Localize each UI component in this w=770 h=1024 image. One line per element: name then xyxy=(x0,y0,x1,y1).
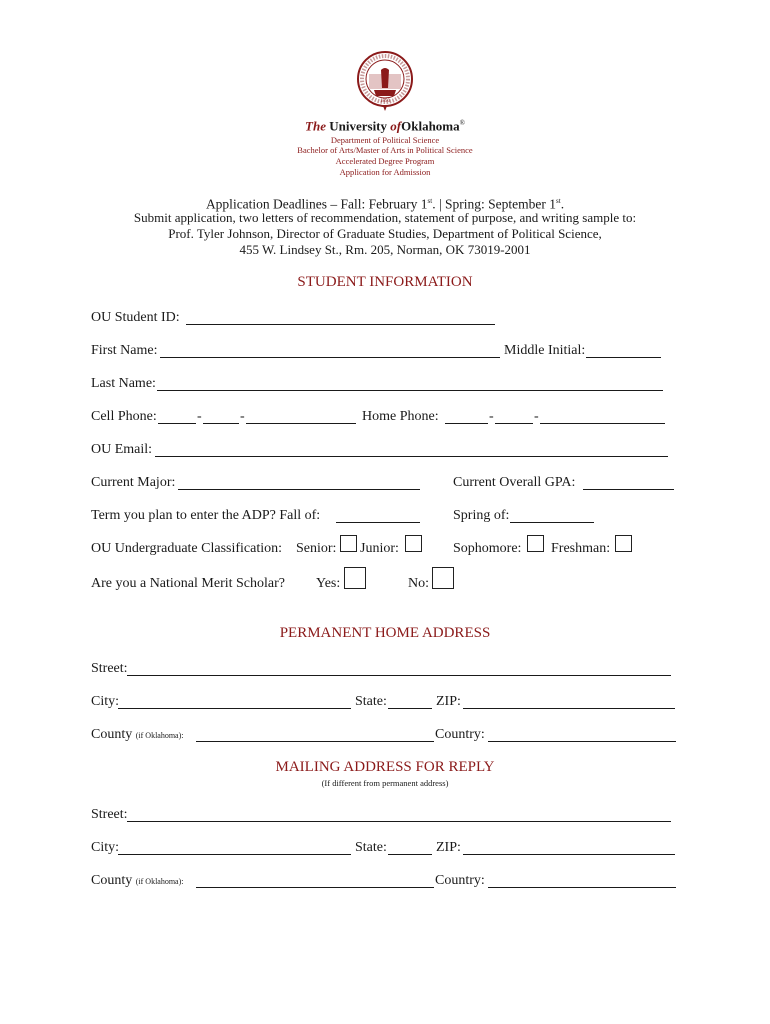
section-title-permanent-address: PERMANENT HOME ADDRESS xyxy=(279,625,491,641)
home-phone-dash-2: - xyxy=(534,409,539,424)
mailing-city-label: City: xyxy=(91,840,120,855)
student-id-field[interactable] xyxy=(186,324,495,325)
term-fall-field[interactable] xyxy=(336,522,420,523)
permanent-city-field[interactable] xyxy=(118,708,351,709)
merit-no-checkbox[interactable] xyxy=(432,567,454,589)
major-label: Current Major: xyxy=(91,475,176,490)
mailing-street-label: Street: xyxy=(91,807,128,822)
mailing-county-label xyxy=(91,873,184,890)
middle-initial-field[interactable] xyxy=(586,357,661,358)
adp-name: Accelerated Degree Program xyxy=(335,156,435,166)
mailing-zip-field[interactable] xyxy=(463,854,675,855)
mailing-county-text: County xyxy=(91,873,133,888)
permanent-street-label: Street: xyxy=(91,661,128,676)
freshman-checkbox[interactable] xyxy=(615,535,632,552)
contact-person: Prof. Tyler Johnson, Director of Graduate Studies, Department of Political Science, xyxy=(168,226,602,241)
mailing-street-field[interactable] xyxy=(127,821,671,822)
mailing-country-field[interactable] xyxy=(488,887,676,888)
permanent-state-label: State: xyxy=(355,694,387,709)
permanent-city-label: City: xyxy=(91,694,120,709)
permanent-county-label xyxy=(91,727,184,744)
univ-registered: ® xyxy=(459,119,465,127)
home-phone-line-field[interactable] xyxy=(540,423,665,424)
mailing-country-label: Country: xyxy=(435,873,485,888)
permanent-country-field[interactable] xyxy=(488,741,676,742)
junior-checkbox[interactable] xyxy=(405,535,422,552)
deadlines-spring: . | Spring: September 1 xyxy=(432,196,557,212)
merit-yes-label: Yes: xyxy=(316,576,341,591)
merit-scholar-label: Are you a National Merit Scholar? xyxy=(91,576,285,591)
deadlines-sup-1: st xyxy=(427,197,433,205)
cell-phone-dash-1: - xyxy=(197,409,202,424)
section-title-mailing-address: MAILING ADDRESS FOR REPLY xyxy=(275,759,495,775)
gpa-field[interactable] xyxy=(583,489,674,490)
univ-oklahoma: Oklahoma xyxy=(401,118,460,134)
last-name-label: Last Name: xyxy=(91,376,156,391)
deadlines-fall: Application Deadlines – Fall: February 1 xyxy=(205,196,428,212)
permanent-county-note: (if Oklahoma): xyxy=(135,731,184,740)
section-title-student-information: STUDENT INFORMATION xyxy=(297,274,473,290)
program-name: Bachelor of Arts/Master of Arts in Political Science xyxy=(297,145,473,155)
classification-label: OU Undergraduate Classification: xyxy=(91,541,283,556)
email-field[interactable] xyxy=(155,456,668,457)
first-name-label: First Name: xyxy=(91,343,158,358)
permanent-zip-label: ZIP: xyxy=(436,694,461,709)
permanent-country-label: Country: xyxy=(435,727,485,742)
last-name-field[interactable] xyxy=(157,390,663,391)
first-name-field[interactable] xyxy=(160,357,500,358)
freshman-label: Freshman: xyxy=(551,541,611,556)
home-phone-label: Home Phone: xyxy=(362,409,439,424)
svg-text:1890: 1890 xyxy=(380,99,390,104)
department-name: Department of Political Science xyxy=(330,135,440,145)
permanent-county-field[interactable] xyxy=(196,741,434,742)
mailing-zip-label: ZIP: xyxy=(436,840,461,855)
home-phone-dash-1: - xyxy=(489,409,494,424)
univ-the: The xyxy=(305,118,326,134)
home-phone-area-field[interactable] xyxy=(445,423,488,424)
university-name xyxy=(0,116,770,133)
permanent-county-text: County xyxy=(91,727,133,742)
cell-phone-line-field[interactable] xyxy=(246,423,356,424)
university-seal xyxy=(356,50,414,112)
univ-university: University xyxy=(329,118,388,134)
merit-yes-checkbox[interactable] xyxy=(344,567,366,589)
junior-label: Junior: xyxy=(360,541,399,556)
mailing-state-field[interactable] xyxy=(388,854,432,855)
mailing-address-subtitle: (If different from permanent address) xyxy=(321,778,449,788)
senior-checkbox[interactable] xyxy=(340,535,357,552)
gpa-label: Current Overall GPA: xyxy=(453,475,576,490)
submit-instructions: Submit application, two letters of recommendation, statement of purpose, and writing sample to: xyxy=(133,210,637,225)
application-title: Application for Admission xyxy=(339,167,431,177)
sophomore-label: Sophomore: xyxy=(453,541,522,556)
cell-phone-label: Cell Phone: xyxy=(91,409,157,424)
mailing-state-label: State: xyxy=(355,840,387,855)
permanent-state-field[interactable] xyxy=(388,708,432,709)
major-field[interactable] xyxy=(178,489,420,490)
univ-of: of xyxy=(390,118,402,134)
permanent-street-field[interactable] xyxy=(127,675,671,676)
term-fall-label: Term you plan to enter the ADP? Fall of: xyxy=(91,508,321,523)
student-id-label: OU Student ID: xyxy=(91,310,180,325)
term-spring-field[interactable] xyxy=(510,522,594,523)
mailing-county-note: (if Oklahoma): xyxy=(135,877,184,886)
deadlines-end: . xyxy=(560,196,565,212)
permanent-zip-field[interactable] xyxy=(463,708,675,709)
term-spring-label: Spring of: xyxy=(453,508,510,523)
senior-label: Senior: xyxy=(296,541,337,556)
cell-phone-dash-2: - xyxy=(240,409,245,424)
mailing-city-field[interactable] xyxy=(118,854,351,855)
mailing-county-field[interactable] xyxy=(196,887,434,888)
merit-no-label: No: xyxy=(408,576,429,591)
middle-initial-label: Middle Initial: xyxy=(504,343,586,358)
sophomore-checkbox[interactable] xyxy=(527,535,544,552)
cell-phone-area-field[interactable] xyxy=(158,423,196,424)
cell-phone-prefix-field[interactable] xyxy=(203,423,239,424)
email-label: OU Email: xyxy=(91,442,153,457)
mailing-address-office: 455 W. Lindsey St., Rm. 205, Norman, OK 73019-2001 xyxy=(239,242,531,257)
deadlines-sup-2: st xyxy=(556,197,561,205)
home-phone-prefix-field[interactable] xyxy=(495,423,533,424)
